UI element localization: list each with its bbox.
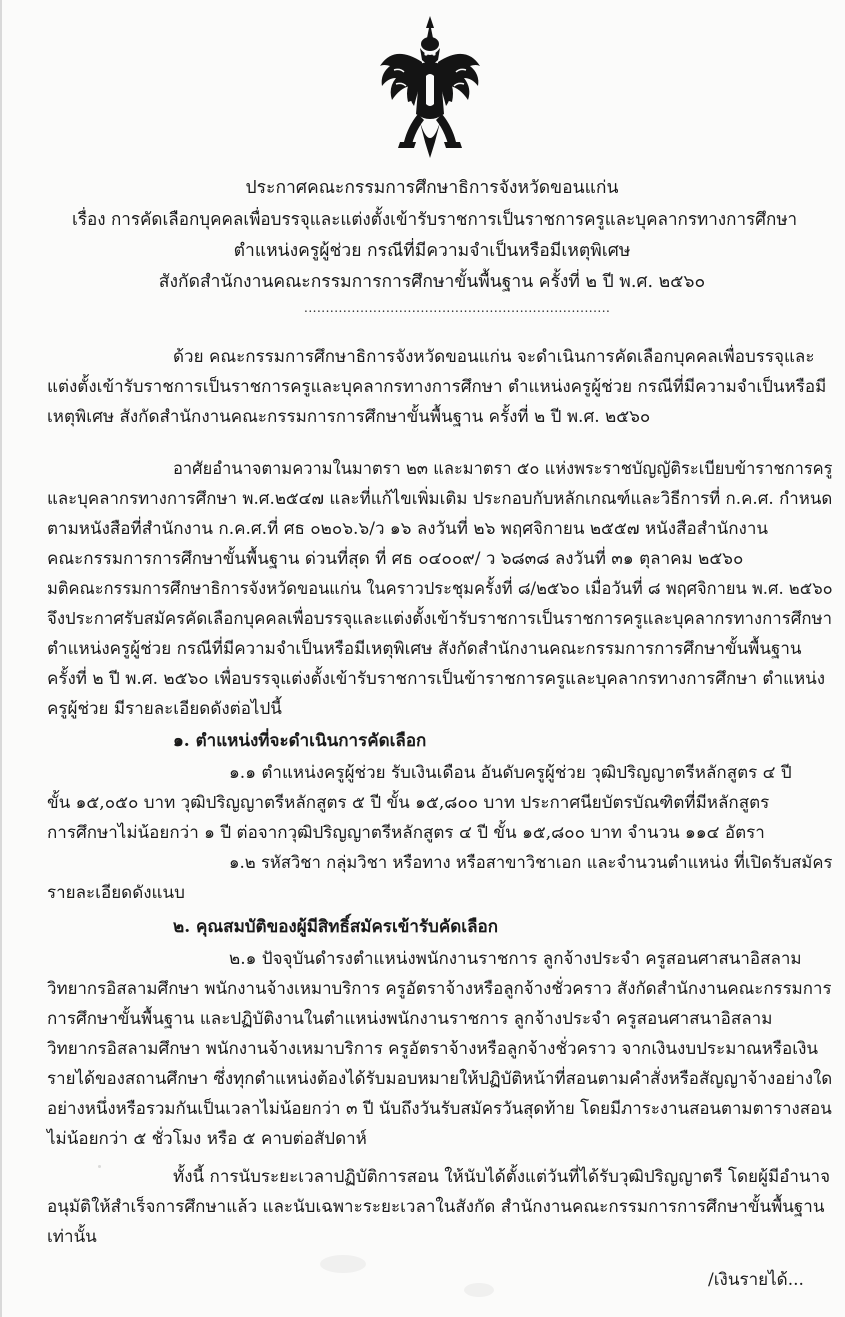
section-2-1-line: รายได้ของสถานศึกษา ซึ่งทุกตำแหน่งต้องได้รับมอบหมายให้ปฏิบัติหน้าที่สอนตามคำสั่งหรือสัญญาจ้างอย่างใด [47, 1069, 833, 1089]
scan-smudge [320, 1255, 366, 1273]
section-1-1-line: ขั้น ๑๕,๐๕๐ บาท วุฒิปริญญาตรีหลักสูตร ๕ ปี ขั้น ๑๕,๘๐๐ บาท ประกาศนียบัตรบัณฑิตที่มีหลักสูตร [47, 793, 770, 813]
scan-smudge [464, 1283, 494, 1297]
section-2-1-line: อย่างหนึ่งหรือรวมกันเป็นเวลาไม่น้อยกว่า ๓ ปี นับถึงวันรับสมัครวันสุดท้าย โดยมีภาระงานสอนตามตารางสอน [47, 1099, 832, 1119]
paragraph-1-line: เหตุพิเศษ สังกัดสำนักงานคณะกรรมการการศึกษาขั้นพื้นฐาน ครั้งที่ ๒ ปี พ.ศ. ๒๕๖๐ [47, 407, 651, 427]
section-2-1-line: วิทยากรอิสลามศึกษา พนักงานจ้างเหมาบริการ ครูอัตราจ้างหรือลูกจ้างชั่วคราว สังกัดสำนักงานคณะกรรมการ [47, 979, 832, 999]
section-2-heading: ๒. คุณสมบัติของผู้มีสิทธิ์สมัครเข้ารับคัดเลือก [173, 917, 498, 937]
section-2-1-line: วิทยากรอิสลามศึกษา พนักงานจ้างเหมาบริการ ครูอัตราจ้างหรือลูกจ้างชั่วคราว จากเงินงบประมาณหรือเงิน [47, 1039, 819, 1059]
paragraph-2-line: มติคณะกรรมการศึกษาธิการจังหวัดขอนแก่น ในคราวประชุมครั้งที่ ๘/๒๕๖๐ เมื่อวันที่ ๘ พฤศจิกายน พ.ศ. ๒๕๖๐ [47, 579, 833, 599]
paragraph-2-line: จึงประกาศรับสมัครคัดเลือกบุคคลเพื่อบรรจุและแต่งตั้งเข้ารับราชการเป็นราชการครูและบุคลากรทางการศึกษา [47, 609, 833, 629]
section-2-1-line: การศึกษาขั้นพื้นฐาน และปฏิบัติงานในตำแหน่งพนักงานราชการ ลูกจ้างประจำ ครูสอนศาสนาอิสลาม [47, 1009, 773, 1029]
section-1-heading: ๑. ตำแหน่งที่จะดำเนินการคัดเลือก [173, 731, 427, 751]
paragraph-2-line: อาศัยอำนาจตามความในมาตรา ๒๓ และมาตรา ๕๐ แห่งพระราชบัญญัติระเบียบข้าราชการครู [173, 459, 833, 479]
section-2-1-line: ไม่น้อยกว่า ๕ ชั่วโมง หรือ ๕ คาบต่อสัปดาห์ [47, 1129, 367, 1149]
section-1-1-line: ๑.๑ ตำแหน่งครูผู้ช่วย รับเงินเดือน อันดับครูผู้ช่วย วุฒิปริญญาตรีหลักสูตร ๔ ปี [229, 763, 792, 783]
section-1-1-line: การศึกษาไม่น้อยกว่า ๑ ปี ต่อจากวุฒิปริญญาตรีหลักสูตร ๔ ปี ขั้น ๑๕,๘๐๐ บาท จำนวน ๑๑๔ อัตรา [47, 823, 765, 843]
separator-line: ....................................................................... [304, 301, 611, 315]
section-1-2-line: รายละเอียดดังแนบ [47, 883, 185, 903]
announcement-position: ตำแหน่งครูผู้ช่วย กรณีที่มีความจำเป็นหรือมีเหตุพิเศษ [233, 241, 631, 261]
paragraph-2-line: ครูผู้ช่วย มีรายละเอียดดังต่อไปนี้ [47, 699, 282, 719]
paragraph-2-line: ครั้งที่ ๒ ปี พ.ศ. ๒๕๖๐ เพื่อบรรจุแต่งตั้งเข้ารับราชการเป็นข้าราชการครูและบุคลากรทางการศึกษา ตำแหน่ง [47, 669, 826, 689]
section-1-2-line: ๑.๒ รหัสวิชา กลุ่มวิชา หรือทาง หรือสาขาวิชาเอก และจำนวนตำแหน่ง ที่เปิดรับสมัคร [229, 853, 833, 873]
announcement-title: ประกาศคณะกรรมการศึกษาธิการจังหวัดขอนแก่น [245, 178, 619, 198]
final-paragraph-line: เท่านั้น [47, 1227, 97, 1247]
paragraph-1-line: ด้วย คณะกรรมการศึกษาธิการจังหวัดขอนแก่น จะดำเนินการคัดเลือกบุคคลเพื่อบรรจุและ [173, 347, 815, 367]
paragraph-2-line: ตามหนังสือที่สำนักงาน ก.ค.ศ.ที่ ศธ ๐๒๐๖.๖/ว ๑๖ ลงวันที่ ๒๖ พฤศจิกายน ๒๕๕๗ หนังสือสำนักงาน [47, 519, 768, 539]
paragraph-2-line: คณะกรรมการการศึกษาขั้นพื้นฐาน ด่วนที่สุด ที่ ศธ ๐๔๐๐๙/ ว ๖๘๓๘ ลงวันที่ ๓๑ ตุลาคม ๒๕๖๐ [47, 549, 744, 569]
section-2-1-line: ๒.๑ ปัจจุบันดำรงตำแหน่งพนักงานราชการ ลูกจ้างประจำ ครูสอนศาสนาอิสลาม [229, 949, 802, 969]
final-paragraph-line: อนุมัติให้สำเร็จการศึกษาแล้ว และนับเฉพาะระยะเวลาในสังกัด สำนักงานคณะกรรมการการศึกษาขั้นพื้นฐาน [47, 1197, 825, 1217]
paragraph-2-line: ตำแหน่งครูผู้ช่วย กรณีที่มีความจำเป็นหรือมีเหตุพิเศษ สังกัดสำนักงานคณะกรรมการการศึกษาขั้นพื้นฐาน [47, 639, 802, 659]
announcement-affiliation: สังกัดสำนักงานคณะกรรมการการศึกษาขั้นพื้นฐาน ครั้งที่ ๒ ปี พ.ศ. ๒๕๖๐ [158, 272, 706, 292]
announcement-subject: เรื่อง การคัดเลือกบุคคลเพื่อบรรจุและแต่งตั้งเข้ารับราชการเป็นราชการครูและบุคลากรทางการศึกษา [72, 210, 798, 230]
paragraph-2-line: และบุคลากรทางการศึกษา พ.ศ.๒๕๔๗ และที่แก้ไขเพิ่มเติม ประกอบกับหลักเกณฑ์และวิธีการที่ ก.ค.ศ. กำหนด [47, 489, 833, 509]
final-paragraph-line: ทั้งนี้ การนับระยะเวลาปฏิบัติการสอน ให้นับได้ตั้งแต่วันที่ได้รับวุฒิปริญญาตรี โดยผู้มีอำนาจ [173, 1167, 831, 1187]
continuation-marker: /เงินรายได้... [708, 1270, 804, 1290]
paragraph-1-line: แต่งตั้งเข้ารับราชการเป็นราชการครูและบุคลากรทางการศึกษา ตำแหน่งครูผู้ช่วย กรณีที่มีความจำเป็นหรือมี [47, 377, 827, 397]
scan-speck [98, 1165, 101, 1168]
garuda-emblem-icon [374, 14, 486, 164]
